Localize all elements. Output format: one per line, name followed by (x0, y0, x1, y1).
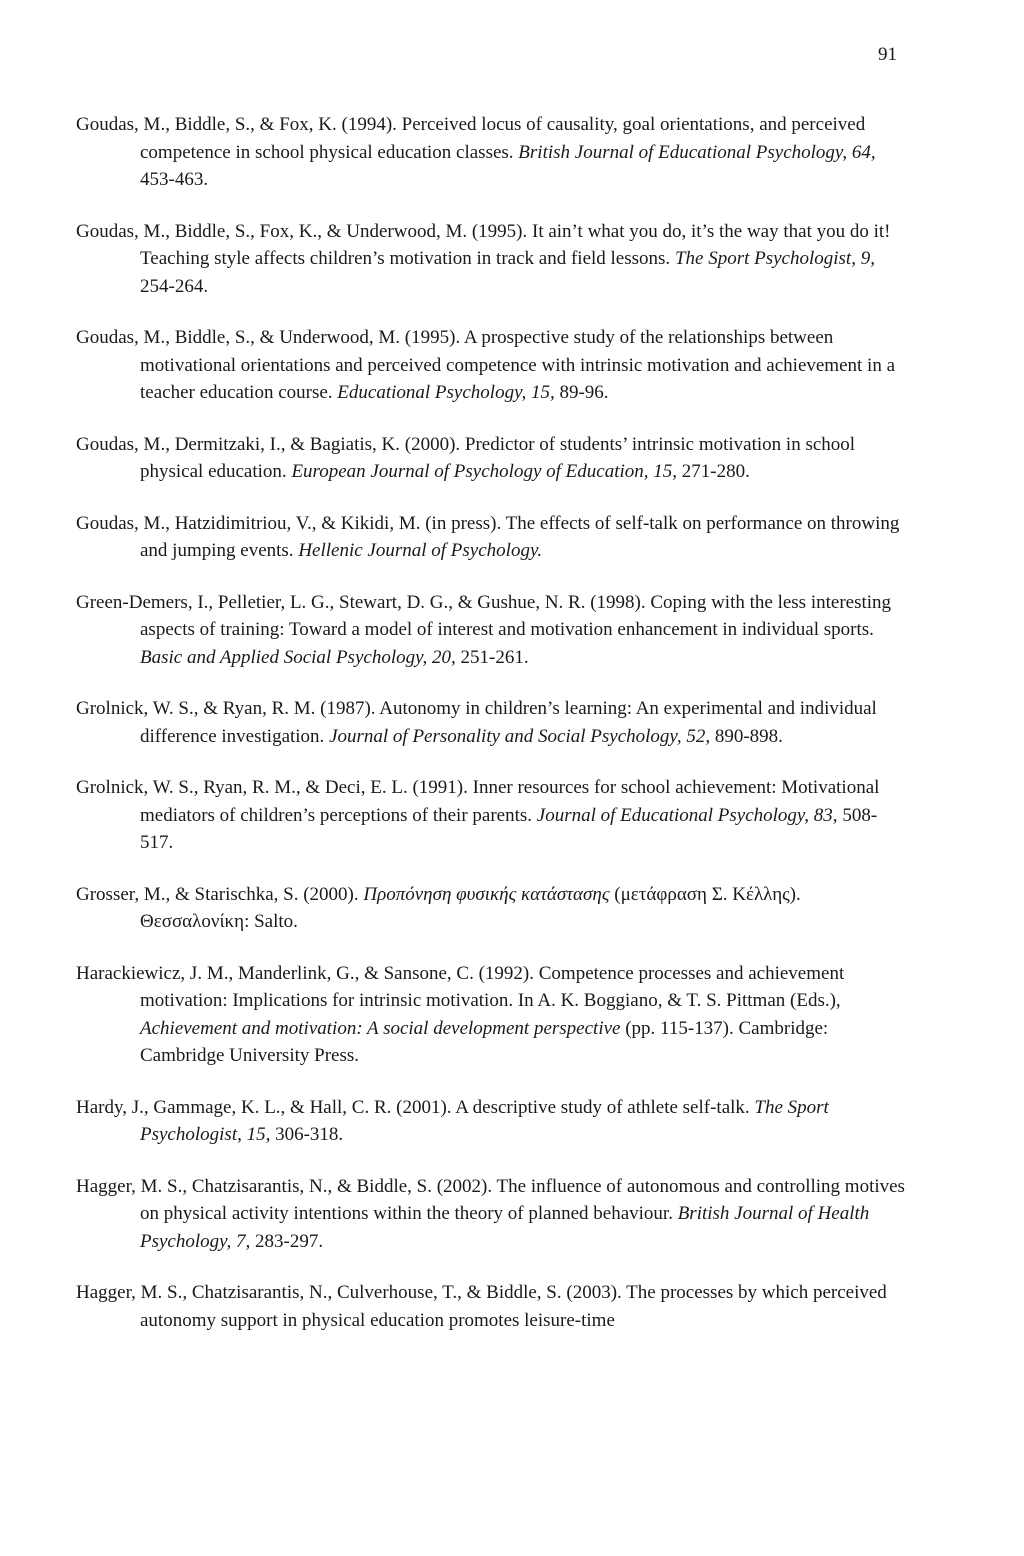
reference-source: Achievement and motivation: A social development perspective (140, 1017, 621, 1039)
reference-text: Grolnick, W. S., Ryan, R. M., & Deci, E. L. (1991). Inner resources for school achievement: Motivational mediators of children’s perceptions of their parents. (76, 777, 880, 826)
reference-entry (76, 510, 906, 565)
reference-entry (76, 431, 906, 486)
reference-pages: 271-280. (677, 461, 750, 482)
reference-text: Hagger, M. S., Chatzisarantis, N., Culverhouse, T., & Biddle, S. (2003). The processes by which perceived autonomy support in physical education promotes leisure-time (76, 1282, 887, 1331)
reference-text: Goudas, M., Hatzidimitriou, V., & Kikidi, M. (in press). The effects of self-talk on performance on throwing and jumping events. (76, 512, 900, 561)
reference-text: Hagger, M. S., Chatzisarantis, N., & Biddle, S. (2002). The influence of autonomous and controlling motives on physical activity intentions within the theory of planned behaviour. (76, 1175, 905, 1224)
reference-pages: (μετάφραση Σ. Κέλλης). Θεσσαλονίκη: Salto. (140, 883, 801, 932)
reference-source: The Sport Psychologist, 15, (140, 1096, 829, 1145)
reference-source: Journal of Personality and Social Psychology, 52, (329, 725, 711, 747)
reference-pages: 283-297. (250, 1230, 324, 1252)
reference-list (76, 111, 906, 1358)
reference-entry (76, 218, 906, 301)
reference-pages: 508-517. (140, 804, 878, 853)
reference-source: Hellenic Journal of Psychology. (298, 540, 543, 561)
reference-entry (76, 774, 906, 857)
reference-source: Educational Psychology, 15, (337, 382, 555, 403)
reference-source: British Journal of Health Psychology, 7, (140, 1203, 870, 1252)
reference-source: The Sport Psychologist, 9, (674, 248, 875, 269)
reference-entry (76, 1094, 906, 1149)
reference-source: Journal of Educational Psychology, 83, (536, 804, 838, 826)
reference-source: European Journal of Psychology of Education, 15, (291, 461, 678, 482)
reference-pages: 453-463. (140, 169, 209, 190)
reference-pages: 306-318. (270, 1124, 344, 1145)
reference-entry (76, 324, 906, 407)
reference-text: Harackiewicz, J. M., Manderlink, G., & Sansone, C. (1992). Competence processes and achievement motivation: Implications for intrinsic motivation. In A. K. Boggiano, & T. S. Pittman (Eds.), (76, 962, 845, 1011)
reference-entry (76, 695, 906, 750)
reference-entry (76, 1173, 906, 1256)
reference-entry (76, 960, 906, 1070)
reference-source: Basic and Applied Social Psychology, 20, (140, 646, 456, 668)
reference-text: Goudas, M., Biddle, S., & Fox, K. (1994). Perceived locus of causality, goal orientations, and perceived competence in school physical education classes. (76, 114, 866, 163)
reference-text: Green-Demers, I., Pelletier, L. G., Stewart, D. G., & Gushue, N. R. (1998). Coping with the less interesting aspects of training: Toward a model of interest and motivation enhancement in individual sports. (76, 591, 892, 640)
page-number: 91 (878, 44, 897, 65)
reference-text: Goudas, M., Dermitzaki, I., & Bagiatis, K. (2000). Predictor of students’ intrinsic motivation in school physical education. (76, 433, 856, 482)
reference-pages: (pp. 115-137). Cambridge: Cambridge University Press. (140, 1017, 829, 1066)
reference-source: British Journal of Educational Psychology, 64, (518, 141, 876, 163)
reference-entry (76, 881, 906, 936)
reference-entry (76, 589, 906, 672)
reference-pages: 254-264. (140, 275, 209, 297)
reference-text: Grosser, M., & Starischka, S. (2000). (76, 883, 364, 905)
reference-pages: 251-261. (455, 646, 529, 668)
reference-pages: 890-898. (710, 725, 783, 747)
reference-text: Goudas, M., Biddle, S., & Underwood, M. (1995). A prospective study of the relationships between motivational orientations and perceived competence with intrinsic motivation and achievement in a teacher education course. (76, 327, 896, 403)
reference-entry (76, 111, 906, 194)
reference-entry (76, 1279, 906, 1334)
reference-pages: 89-96. (554, 382, 609, 403)
reference-text: Grolnick, W. S., & Ryan, R. M. (1987). Autonomy in children’s learning: An experimental and individual difference investigation. (76, 698, 877, 747)
reference-source: Προπόνηση φυσικής κατάστασης (363, 883, 610, 905)
reference-text: Hardy, J., Gammage, K. L., & Hall, C. R. (2001). A descriptive study of athlete self-talk. (76, 1096, 755, 1118)
reference-text: Goudas, M., Biddle, S., Fox, K., & Underwood, M. (1995). It ain’t what you do, it’s the way that you do it! Teaching style affects children’s motivation in track and field lessons. (76, 220, 891, 269)
